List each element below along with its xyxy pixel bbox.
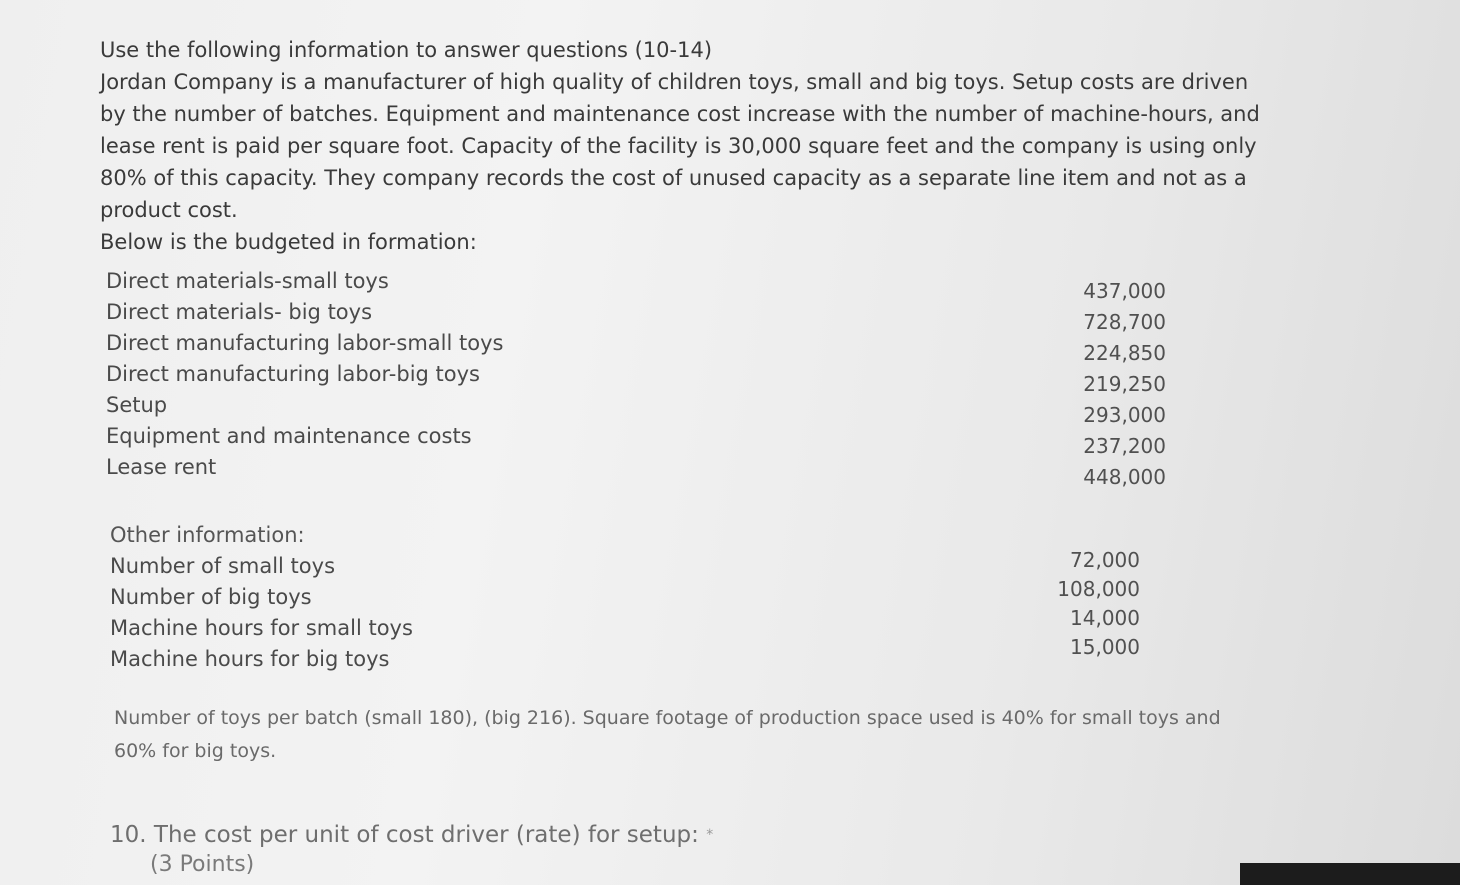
intro-paragraph: Jordan Company is a manufacturer of high quality of children toys, small and big toys. Setup costs are driven by the number of batches. Equipment and maintenance cost increase with the number of machine-hours, and lease rent is paid per square foot. Capacity of the facility is 30,000 square feet and the company is using only 80% of this capacity. They company records the cost of unused capacity as a separate line item and not as a product cost. — [100, 70, 1260, 222]
other-info-heading: Other information: — [110, 523, 305, 547]
question-text: 10. The cost per unit of cost driver (rate) for setup: — [110, 822, 699, 848]
budget-row — [106, 328, 1166, 365]
budget-row — [106, 297, 1166, 334]
other-info-row — [110, 548, 1140, 582]
budget-label: Setup — [106, 393, 168, 417]
budget-label: Direct materials- big toys — [106, 300, 373, 324]
budget-value: 293,000 — [1083, 403, 1166, 427]
budget-value: 237,200 — [1083, 434, 1166, 458]
budget-row — [106, 421, 1166, 458]
other-info-label: Number of big toys — [110, 585, 312, 609]
budget-label: Direct materials-small toys — [106, 269, 389, 293]
budget-table — [106, 266, 1166, 489]
question-10 — [110, 818, 713, 852]
other-info-heading-row — [110, 520, 1140, 551]
other-info-row — [110, 606, 1140, 644]
budget-value: 219,250 — [1083, 372, 1166, 396]
budget-label: Lease rent — [106, 455, 217, 479]
bottom-edge-bar — [1240, 863, 1460, 885]
other-info-value: 15,000 — [1070, 635, 1140, 659]
budget-label: Equipment and maintenance costs — [106, 424, 472, 448]
intro-section — [100, 34, 1280, 258]
budget-label: Direct manufacturing labor-small toys — [106, 331, 504, 355]
budget-intro: Below is the budgeted in formation: — [100, 230, 477, 254]
budget-label: Direct manufacturing labor-big toys — [106, 362, 481, 386]
other-info-value: 108,000 — [1057, 577, 1140, 601]
budget-value: 224,850 — [1083, 341, 1166, 365]
other-info-value: 72,000 — [1070, 548, 1140, 572]
budget-value: 448,000 — [1083, 465, 1166, 489]
budget-value: 437,000 — [1083, 279, 1166, 303]
other-info-value: 14,000 — [1070, 606, 1140, 630]
other-info-table — [110, 520, 1140, 675]
other-info-label: Machine hours for big toys — [110, 647, 390, 671]
question-points: (3 Points) — [150, 852, 255, 877]
required-marker: * — [706, 827, 714, 843]
budget-row — [106, 390, 1166, 427]
intro-heading: Use the following information to answer questions (10-14) — [100, 38, 713, 62]
batch-note: Number of toys per batch (small 180), (big 216). Square footage of production space used is 40% for small toys and 60% for big toys. — [114, 707, 1221, 762]
other-info-row — [110, 635, 1140, 675]
budget-row — [106, 266, 1166, 303]
other-info-row — [110, 577, 1140, 613]
budget-row — [106, 452, 1166, 489]
budget-row — [106, 359, 1166, 396]
other-info-label: Machine hours for small toys — [110, 616, 413, 640]
budget-value: 728,700 — [1083, 310, 1166, 334]
other-info-label: Number of small toys — [110, 554, 336, 578]
